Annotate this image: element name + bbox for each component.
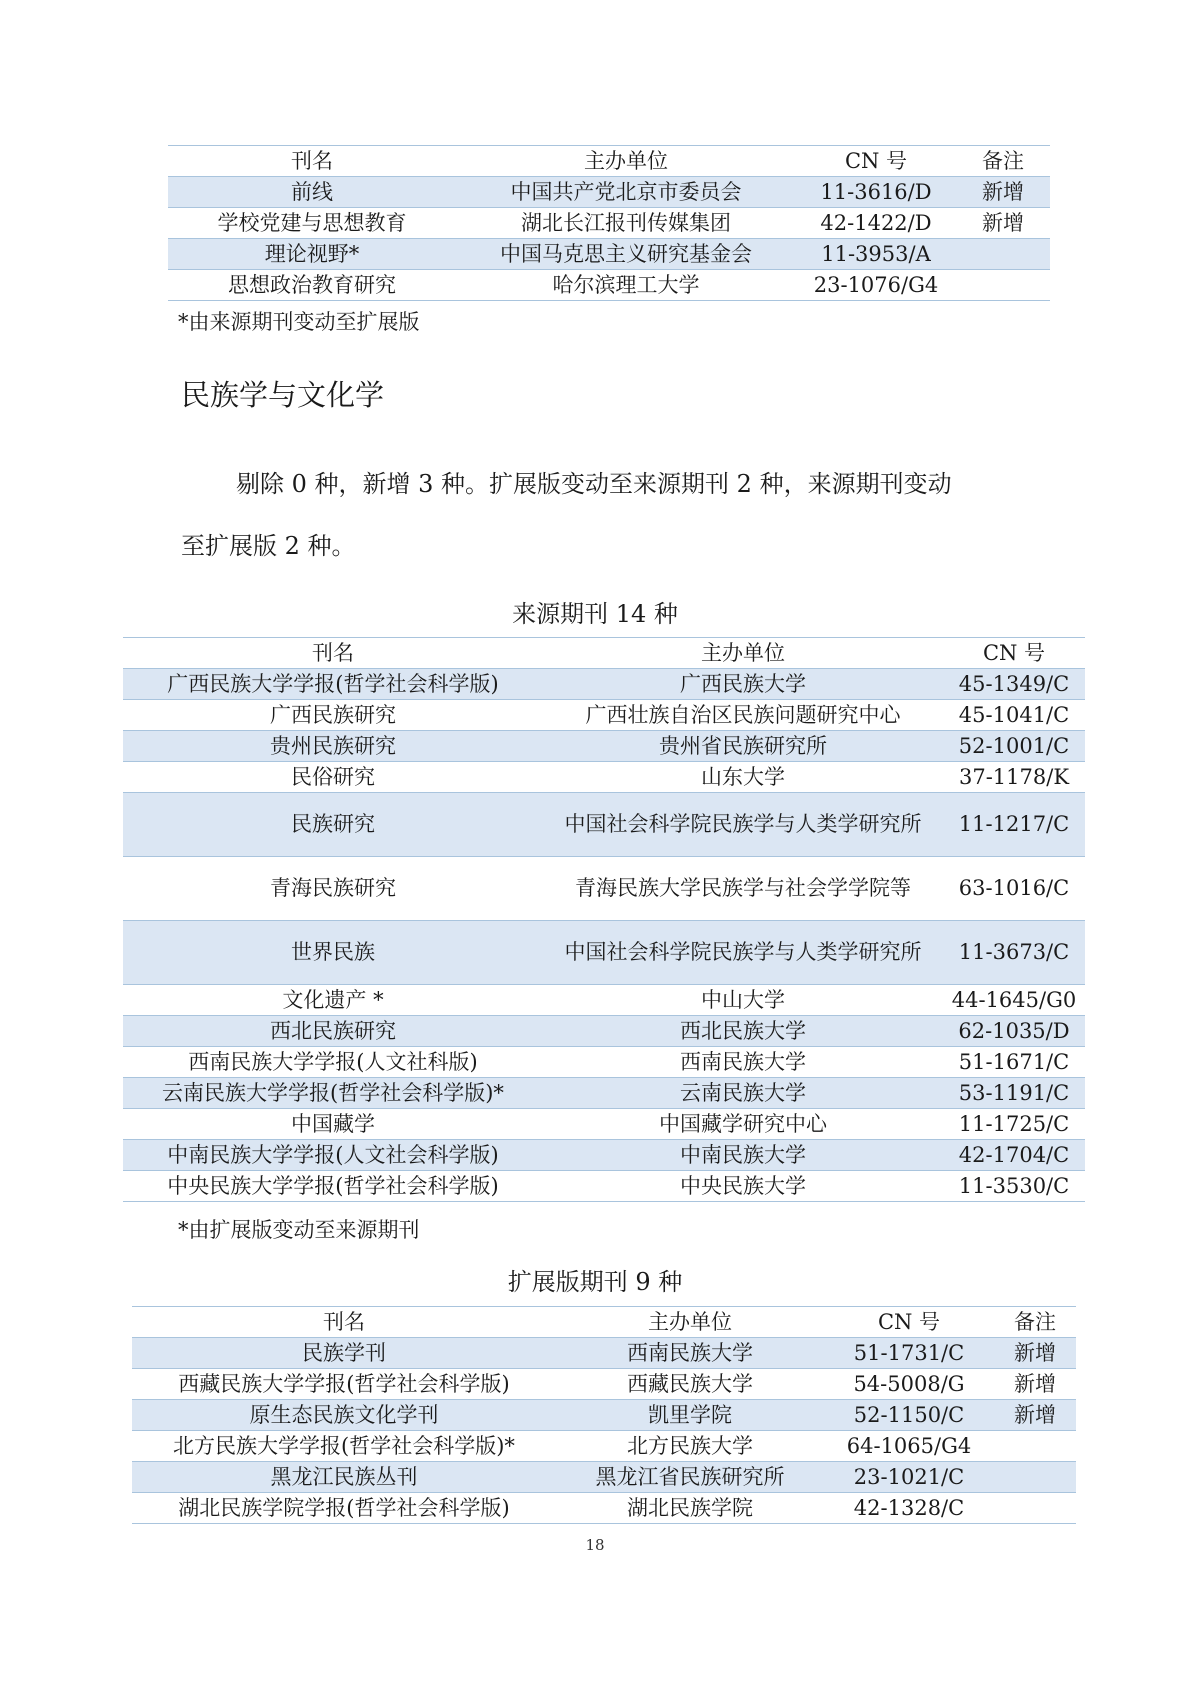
table-row: [123, 1109, 1085, 1140]
table-row: [123, 1078, 1085, 1109]
cell-remark: 新增: [1014, 1372, 1056, 1396]
table-row: [168, 208, 1050, 239]
cell-sponsor: 山东大学: [701, 765, 785, 789]
table-caption: 扩展版期刊 9 种: [507, 1268, 683, 1296]
col-header-sponsor: 主办单位: [648, 1310, 732, 1334]
table-row: [123, 762, 1085, 793]
cell-remark: [956, 239, 1050, 270]
cell-title: 世界民族: [123, 921, 543, 985]
table-row: [123, 793, 1085, 857]
cell-title: 中南民族大学学报(人文社会科学版): [123, 1140, 543, 1171]
cell-title: 贵州民族研究: [123, 731, 543, 762]
cell-cn: 11-1725/C: [958, 1112, 1070, 1136]
cell-title: 中国藏学: [291, 1112, 375, 1136]
table-row: [123, 669, 1085, 700]
cell-title: 广西民族大学学报(哲学社会科学版): [123, 669, 543, 700]
table-row: [132, 1431, 1076, 1462]
col-header-cn: CN 号: [844, 149, 908, 173]
table-row: [123, 857, 1085, 921]
cell-sponsor: 中国社会科学院民族学与人类学研究所: [543, 921, 943, 985]
table-row: [132, 1493, 1076, 1524]
cell-sponsor: 北方民族大学: [627, 1434, 753, 1458]
cell-remark: [994, 1431, 1076, 1462]
cell-cn: 42-1422/D: [820, 211, 932, 235]
col-header-remark: 备注: [982, 149, 1024, 173]
cell-sponsor: 湖北长江报刊传媒集团: [521, 211, 731, 235]
table-row: [123, 921, 1085, 985]
col-header-title: 刊名: [312, 641, 354, 665]
cell-remark: 新增: [994, 1400, 1076, 1431]
table-header-row: [123, 638, 1085, 669]
table-row: [123, 985, 1085, 1016]
cell-cn: 23-1021/C: [824, 1462, 994, 1493]
col-header-sponsor: 主办单位: [701, 641, 785, 665]
cell-sponsor: 中国共产党北京市委员会: [456, 177, 796, 208]
cell-cn: 54-5008/G: [853, 1372, 965, 1396]
journal-table-continued: [168, 145, 1050, 301]
table-row: [132, 1369, 1076, 1400]
cell-remark: [956, 270, 1050, 301]
table-header-row: [168, 146, 1050, 177]
table-row: [123, 1171, 1085, 1202]
cell-sponsor: 湖北民族学院: [627, 1496, 753, 1520]
cell-remark: 新增: [982, 211, 1024, 235]
cell-sponsor: 哈尔滨理工大学: [552, 273, 700, 297]
cell-cn: 52-1150/C: [824, 1400, 994, 1431]
cell-title: 民俗研究: [291, 765, 375, 789]
col-header-cn: CN 号: [877, 1310, 941, 1334]
table-row: [123, 1047, 1085, 1078]
cell-sponsor: 中国社会科学院民族学与人类学研究所: [543, 793, 943, 857]
cell-sponsor: 西北民族大学: [543, 1016, 943, 1047]
page-number: 18: [585, 1536, 605, 1554]
cell-cn: 51-1671/C: [958, 1050, 1070, 1074]
cell-sponsor: 西南民族大学: [556, 1338, 824, 1369]
col-header-title: 刊名: [323, 1310, 365, 1334]
cell-title: 文化遗产 *: [282, 988, 384, 1012]
cell-cn: 11-3616/D: [796, 177, 956, 208]
cell-cn: 62-1035/D: [943, 1016, 1085, 1047]
col-header-title: 刊名: [291, 149, 333, 173]
cell-sponsor: 青海民族大学民族学与社会学学院等: [575, 876, 911, 900]
table-row: [168, 177, 1050, 208]
cell-remark: [994, 1462, 1076, 1493]
cell-title: 西藏民族大学学报(哲学社会科学版): [178, 1372, 510, 1396]
cell-title: 湖北民族学院学报(哲学社会科学版): [178, 1496, 510, 1520]
cell-cn: 52-1001/C: [943, 731, 1085, 762]
table-row: [123, 731, 1085, 762]
cell-title: 青海民族研究: [270, 876, 396, 900]
table-footnote: *由来源期刊变动至扩展版: [178, 310, 420, 334]
cell-remark: 新增: [994, 1338, 1076, 1369]
cell-sponsor: 广西壮族自治区民族问题研究中心: [585, 703, 901, 727]
cell-title: 民族研究: [123, 793, 543, 857]
cell-title: 学校党建与思想教育: [217, 211, 407, 235]
table-row: [132, 1400, 1076, 1431]
cell-title: 中央民族大学学报(哲学社会科学版): [167, 1174, 499, 1198]
col-header-sponsor: 主办单位: [584, 149, 668, 173]
cell-sponsor: 西南民族大学: [680, 1050, 806, 1074]
cell-remark: [994, 1493, 1076, 1524]
cell-cn: 64-1065/G4: [846, 1434, 972, 1458]
cell-cn: 11-3530/C: [958, 1174, 1070, 1198]
cell-title: 西北民族研究: [123, 1016, 543, 1047]
cell-title: 北方民族大学学报(哲学社会科学版)*: [173, 1434, 515, 1458]
cell-remark: 新增: [956, 177, 1050, 208]
table-row: [168, 239, 1050, 270]
cell-title: 黑龙江民族丛刊: [132, 1462, 556, 1493]
table-header-row: [132, 1307, 1076, 1338]
cell-sponsor: 云南民族大学: [543, 1078, 943, 1109]
cell-title: 云南民族大学学报(哲学社会科学版)*: [123, 1078, 543, 1109]
col-header-cn: CN 号: [982, 641, 1046, 665]
cell-cn: 37-1178/K: [958, 765, 1070, 789]
cell-cn: 11-3953/A: [796, 239, 956, 270]
cell-cn: 11-1217/C: [943, 793, 1085, 857]
col-header-remark: 备注: [1014, 1310, 1056, 1334]
cell-sponsor: 中南民族大学: [543, 1140, 943, 1171]
cell-sponsor: 贵州省民族研究所: [543, 731, 943, 762]
table-row: [132, 1338, 1076, 1369]
cell-cn: 23-1076/G4: [813, 273, 939, 297]
table-row: [132, 1462, 1076, 1493]
cell-sponsor: 中山大学: [701, 988, 785, 1012]
cell-sponsor: 凯里学院: [556, 1400, 824, 1431]
table-row: [123, 700, 1085, 731]
cell-title: 前线: [168, 177, 456, 208]
cell-cn: 45-1349/C: [943, 669, 1085, 700]
summary-paragraph-line1: 剔除 0 种，新增 3 种。扩展版变动至来源期刊 2 种，来源期刊变动: [236, 470, 952, 498]
cell-sponsor: 西藏民族大学: [627, 1372, 753, 1396]
cell-sponsor: 黑龙江省民族研究所: [556, 1462, 824, 1493]
cell-sponsor: 中国藏学研究中心: [659, 1112, 827, 1136]
cell-title: 思想政治教育研究: [228, 273, 396, 297]
summary-paragraph-line2: 至扩展版 2 种。: [181, 532, 356, 560]
cell-cn: 11-3673/C: [943, 921, 1085, 985]
cell-sponsor: 中央民族大学: [680, 1174, 806, 1198]
cell-cn: 44-1645/G0: [951, 988, 1077, 1012]
table-footnote: *由扩展版变动至来源期刊: [178, 1218, 420, 1242]
cell-cn: 42-1704/C: [943, 1140, 1085, 1171]
cell-title: 原生态民族文化学刊: [132, 1400, 556, 1431]
table-row: [168, 270, 1050, 301]
cell-cn: 53-1191/C: [943, 1078, 1085, 1109]
table-row: [123, 1016, 1085, 1047]
source-journals-table: [123, 637, 1085, 1202]
cell-cn: 51-1731/C: [824, 1338, 994, 1369]
table-caption: 来源期刊 14 种: [512, 600, 678, 628]
cell-title: 广西民族研究: [270, 703, 396, 727]
cell-cn: 63-1016/C: [958, 876, 1070, 900]
cell-sponsor: 中国马克思主义研究基金会: [456, 239, 796, 270]
cell-sponsor: 广西民族大学: [543, 669, 943, 700]
section-heading: 民族学与文化学: [181, 378, 385, 412]
cell-title: 理论视野*: [168, 239, 456, 270]
cell-cn: 45-1041/C: [958, 703, 1070, 727]
cell-title: 西南民族大学学报(人文社科版): [188, 1050, 478, 1074]
extended-journals-table: [132, 1306, 1076, 1524]
cell-title: 民族学刊: [132, 1338, 556, 1369]
table-row: [123, 1140, 1085, 1171]
cell-cn: 42-1328/C: [853, 1496, 965, 1520]
